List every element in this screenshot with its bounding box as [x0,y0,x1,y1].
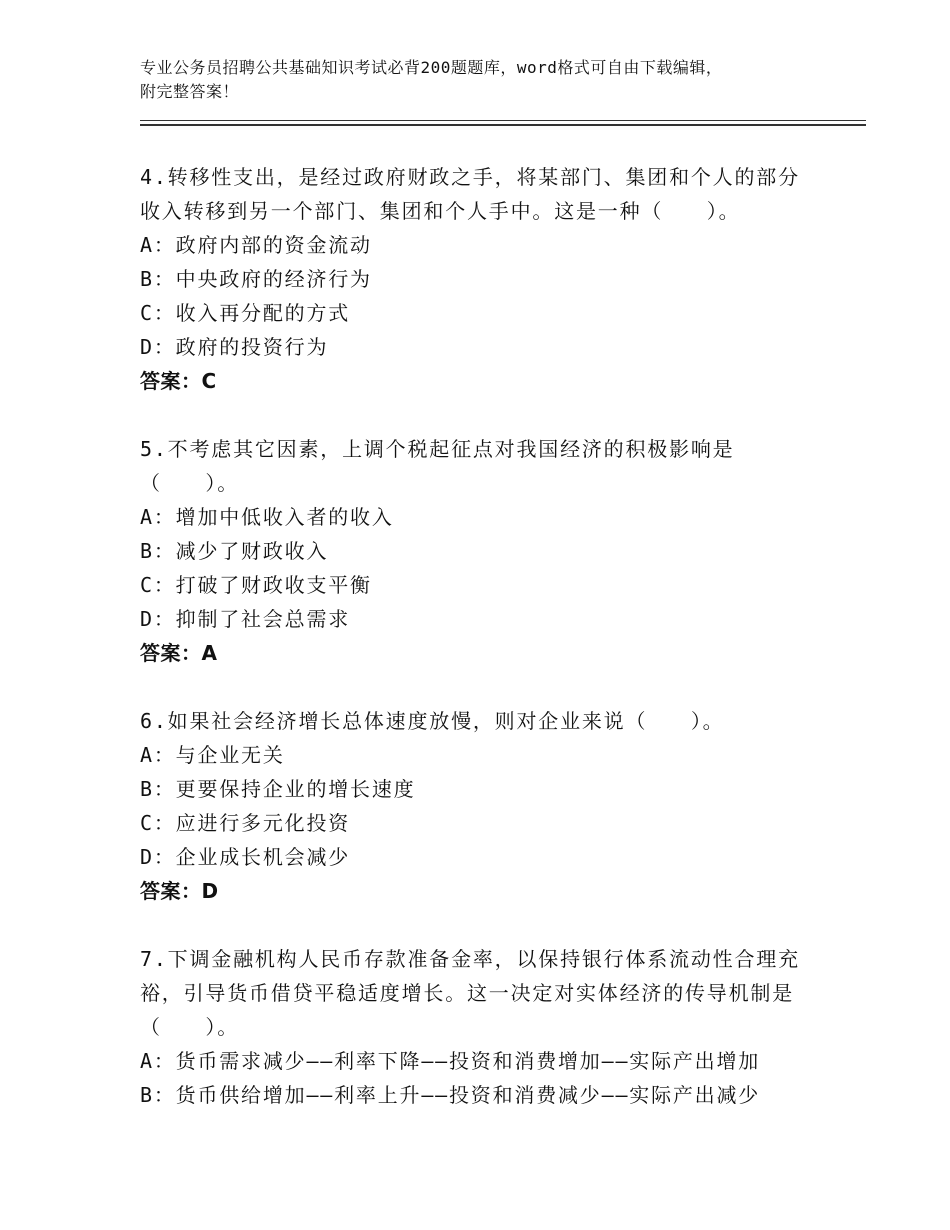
question-6-option-d: D：企业成长机会减少 [140,845,351,869]
question-6-option-a: A：与企业无关 [140,743,285,767]
question-6-text-line-1: 6.如果社会经济增长总体速度放慢，则对企业来说（ ）。 [140,709,725,733]
question-5-text-line-2: （ ）。 [140,471,239,495]
question-6 [140,704,840,908]
question-7-option-b: B：货币供给增加——利率上升——投资和消费减少——实际产出减少 [140,1083,761,1107]
question-5 [140,432,840,670]
question-4-option-b: B：中央政府的经济行为 [140,267,372,291]
question-4-option-c: C：收入再分配的方式 [140,301,351,325]
question-7-text-line-3: （ ）。 [140,1015,239,1039]
header-divider-thick [140,124,866,126]
question-spacer [140,670,840,704]
question-list [140,160,840,1112]
question-5-option-c: C：打破了财政收支平衡 [140,573,372,597]
question-4-text-line-2: 收入转移到另一个部门、集团和个人手中。这是一种（ ）。 [140,199,741,223]
question-5-option-a: A：增加中低收入者的收入 [140,505,394,529]
question-spacer [140,398,840,432]
question-7-text-line-1: 7.下调金融机构人民币存款准备金率，以保持银行体系流动性合理充 [140,947,800,971]
question-6-option-b: B：更要保持企业的增长速度 [140,777,416,801]
question-7-option-a: A：货币需求减少——利率下降——投资和消费增加——实际产出增加 [140,1049,761,1073]
question-5-option-b: B：减少了财政收入 [140,539,329,563]
header-line-2: 附完整答案！ [140,82,240,101]
question-4 [140,160,840,398]
question-5-text-line-1: 5.不考虑其它因素，上调个税起征点对我国经济的积极影响是 [140,437,735,461]
header-line-1: 专业公务员招聘公共基础知识考试必背200题题库，word格式可自由下载编辑， [140,58,723,77]
question-7-text-line-2: 裕，引导货币借贷平稳适度增长。这一决定对实体经济的传导机制是 [140,981,794,1005]
question-6-option-c: C：应进行多元化投资 [140,811,351,835]
question-6-answer: 答案：D [140,879,219,903]
question-5-answer: 答案：A [140,641,218,665]
header-divider-thin [140,120,866,121]
question-7 [140,942,840,1112]
question-4-answer: 答案：C [140,369,217,393]
question-4-text-line-1: 4.转移性支出，是经过政府财政之手，将某部门、集团和个人的部分 [140,165,800,189]
question-4-option-a: A：政府内部的资金流动 [140,233,372,257]
question-4-option-d: D：政府的投资行为 [140,335,329,359]
document-header [140,56,820,104]
question-5-option-d: D：抑制了社会总需求 [140,607,351,631]
question-spacer [140,908,840,942]
